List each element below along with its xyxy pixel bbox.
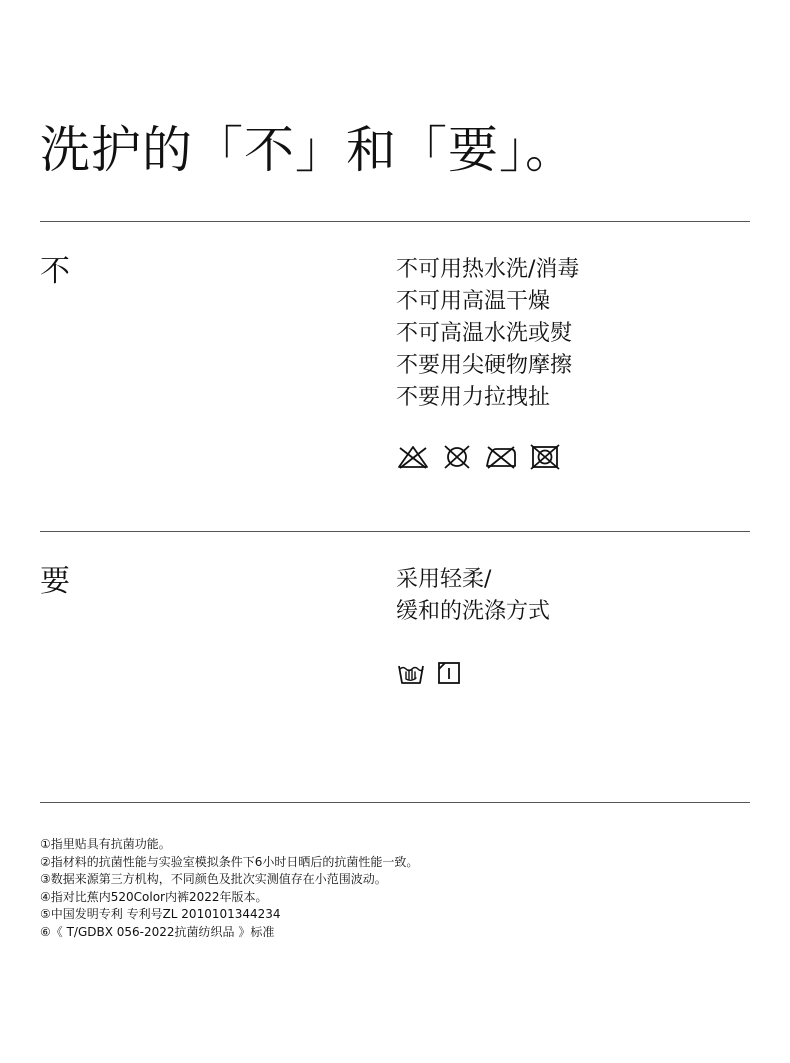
divider bbox=[40, 802, 750, 803]
hand-wash-icon bbox=[396, 660, 426, 686]
footnote: ③数据来源第三方机构，不同颜色及批次实测值存在小范围波动。 bbox=[40, 872, 387, 886]
do-item: 缓和的洗涤方式 bbox=[396, 599, 551, 624]
do-section-label: 要 bbox=[40, 564, 70, 599]
footnotes bbox=[40, 836, 418, 941]
do-care-icons bbox=[396, 660, 462, 686]
dont-list bbox=[396, 254, 579, 414]
page-title: 洗护的「不」和「要」。 bbox=[40, 121, 576, 179]
footnote: ④指对比蕉内520Color内裤2022年版本。 bbox=[40, 889, 268, 904]
divider bbox=[40, 531, 750, 532]
no-iron-icon bbox=[484, 444, 518, 470]
dont-item: 不可用高温干燥 bbox=[396, 289, 551, 314]
dont-item: 不可用热水洗/消毒 bbox=[396, 257, 580, 282]
footnote: ⑤中国发明专利 专利号ZL 2010101344234 bbox=[40, 907, 281, 921]
no-dry-clean-icon bbox=[528, 444, 562, 470]
do-item: 采用轻柔/ bbox=[396, 567, 492, 592]
dont-item: 不要用尖硬物摩擦 bbox=[396, 353, 573, 378]
footnote: ⑥《 T/GDBX 056-2022抗菌纺织品 》标准 bbox=[40, 924, 275, 939]
dont-section-label: 不 bbox=[40, 254, 70, 289]
do-list bbox=[396, 564, 550, 628]
footnote: ②指材料的抗菌性能与实验室模拟条件下6小时日晒后的抗菌性能一致。 bbox=[40, 854, 419, 869]
no-bleach-icon bbox=[396, 444, 430, 470]
no-tumble-dry-icon bbox=[440, 444, 474, 470]
dont-care-icons bbox=[396, 444, 562, 470]
footnote: ①指里贴具有抗菌功能。 bbox=[40, 837, 171, 851]
divider bbox=[40, 221, 750, 222]
dont-item: 不要用力拉拽扯 bbox=[396, 385, 551, 410]
dont-item: 不可高温水洗或熨 bbox=[396, 321, 573, 346]
line-dry-icon bbox=[436, 660, 462, 686]
